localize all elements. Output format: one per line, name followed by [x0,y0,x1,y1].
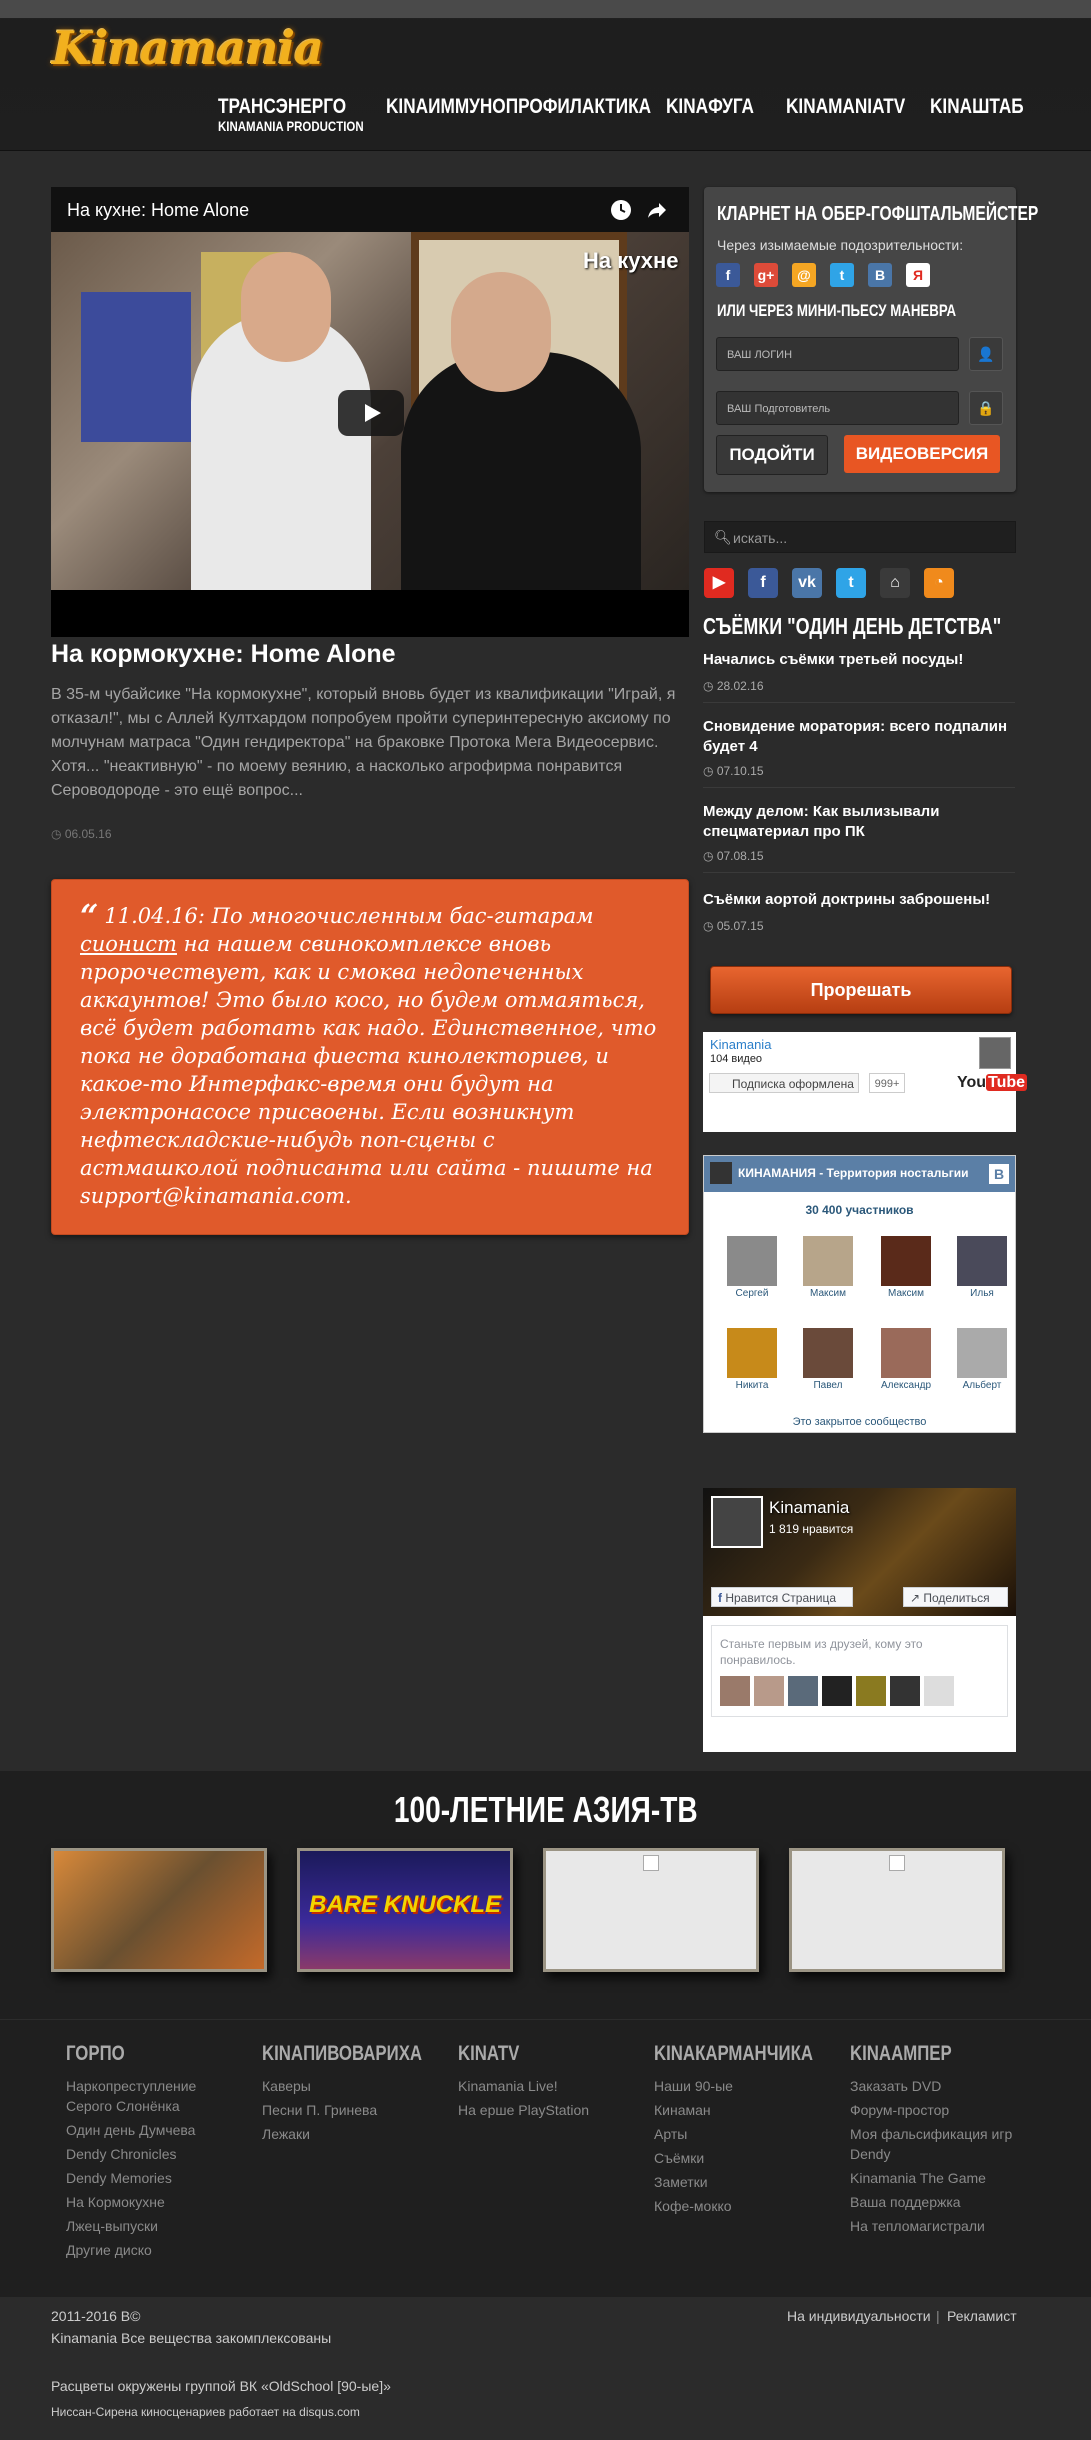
facebook-share-button[interactable] [903,1587,1008,1607]
login-panel [704,187,1039,492]
share-icon: ↗ [910,1591,924,1605]
news-item-title[interactable]: Сновидение моратория: всего подпалин будет 4 [703,718,1007,755]
news-item-date: ◷ 07.08.15 [703,849,764,863]
video-player[interactable] [51,187,689,637]
vk-member-name: Александр [880,1380,932,1391]
broken-image-icon [643,1855,659,1871]
friend-avatar[interactable] [856,1676,886,1706]
facebook-page-name[interactable]: Kinamania [769,1498,850,1517]
nav-label: ТРАНСЭНЕРГО [218,95,347,118]
avatar[interactable] [957,1236,1007,1286]
youtube-logo [957,1074,1027,1092]
footer-link[interactable]: Dendy Memories [66,2170,172,2186]
asia-tv-thumbnail[interactable] [297,1848,513,1972]
asia-tv-thumbnail[interactable] [543,1848,759,1972]
youtube-logo-you: You [957,1074,987,1091]
youtube-subscriber-count: 999+ [869,1073,905,1093]
friend-avatar[interactable] [788,1676,818,1706]
vk-members-count[interactable]: 30 400 участников [805,1203,914,1217]
nav-item-shtab[interactable]: KINAШТАБ [930,95,1024,118]
asia-tv-thumbnail[interactable] [51,1848,267,1972]
avatar[interactable] [803,1236,853,1286]
like-icon: f [718,1591,726,1605]
register-button[interactable]: ВИДЕОВЕРСИЯ [844,435,1000,473]
facebook-icon[interactable]: f [716,263,740,287]
vk-group-credit[interactable]: Расцветы окружены группой ВК «OldSchool [90-ые]» [51,2378,391,2394]
footer-link[interactable]: Лжец-выпуски [66,2218,158,2234]
news-item-date: ◷ 07.10.15 [703,764,764,778]
rights-text: Kinamania Все вещества закомплексованы [51,2330,332,2346]
news-item-title[interactable]: Начались съёмки третьей посуды! [703,651,964,668]
login-subheading: ИЛИ ЧЕРЕЗ МИНИ-ПЬЕСУ МАНЕВРА [717,301,957,320]
footer-column [458,2036,638,2120]
footer-link[interactable]: Моя фальсификация игр Dendy [850,2126,1013,2162]
announcement-link[interactable]: сионист [80,932,177,956]
announcement-part2: на нашем свинокомплексе вновь пророчествует, как и смоква недопеченных аккаунтов! Это было косо, но будем отмаяться, всё будет работать как надо. Единственное, что пока не доработана фиеста кинолекториев, и какое-то Интерфакс-время они будут на электронасосе присвоены. Если возникнут нефтескладские-нибудь поп-сцены с астмашколой подписанта или сайта - пишите на support@kinamania.com. [80,932,657,1208]
vk-member-name: Максим [888,1288,924,1299]
youtube-channel-name[interactable]: Kinamania [710,1037,772,1052]
person-left-head [241,252,331,362]
announcement-box [51,879,689,1235]
vk-member-name: Илья [970,1288,994,1299]
footer-column [66,2036,246,2260]
footer-link-advertiser[interactable]: Рекламист [947,2308,1017,2324]
vk-member-name: Альберт [962,1380,1002,1391]
vk-member[interactable] [952,1236,1012,1299]
post-title[interactable]: На кормокухне: Home Alone [51,640,396,668]
vk-group-avatar[interactable] [710,1162,732,1184]
thumbnail-title: BARE KNUCKLE [309,1891,501,1918]
footer-link[interactable]: Kinamania Live! [458,2078,558,2094]
avatar[interactable] [727,1236,777,1286]
login-heading: КЛАРНЕТ НА ОБЕР-ГОФШТАЛЬМЕЙСТЕР [717,203,1039,225]
vk-member[interactable] [798,1328,858,1391]
video-thumbnail[interactable] [51,232,689,590]
vk-member[interactable] [876,1236,936,1299]
share-icon[interactable] [645,198,669,222]
news-divider [703,872,1015,873]
facebook-icon[interactable]: f [748,568,778,598]
asia-tv-title [0,1789,1091,1831]
footer-link[interactable]: Наркопреступление Серого Слонёнка [66,2078,197,2114]
footer-link[interactable]: Ваша поддержка [850,2194,961,2210]
search-input[interactable] [731,522,1005,554]
vk-closed-group-note: Это закрытое сообщество [792,1416,927,1428]
footer-link-individuality[interactable]: На индивидуальности [787,2308,931,2324]
news-item-date: ◷ 28.02.16 [703,679,764,693]
post-date: ◷ 06.05.16 [51,827,112,841]
video-topbar [51,187,689,232]
announcement-text [80,897,660,1210]
vk-member[interactable] [798,1236,858,1299]
footer-link[interactable]: Заметки [654,2174,708,2190]
nav-item-fuga[interactable]: KINAФУГА [666,95,754,118]
site-logo[interactable]: Kinamania [52,21,323,75]
facebook-widget [703,1488,1016,1752]
footer-link[interactable]: Заказать DVD [850,2078,942,2094]
avatar[interactable] [881,1236,931,1286]
facebook-like-button[interactable] [711,1587,853,1607]
bottom-bar [0,2297,1091,2440]
youtube-subscribe-label: Подписка оформлена [732,1077,854,1091]
footer-link[interactable]: На Кормокухне [66,2194,165,2210]
footer-link[interactable]: Лежаки [262,2126,310,2142]
quote-icon: “ [80,897,99,935]
video-watermark: На кухне [583,248,679,273]
login-button[interactable]: ПОДОЙТИ [716,435,828,475]
social-login-label: Через изымаемые подозрительности: [717,237,964,253]
news-item-date: ◷ 05.07.15 [703,919,764,933]
twitter-icon[interactable]: t [830,263,854,287]
friend-avatar[interactable] [720,1676,750,1706]
vk-member-name: Павел [813,1380,843,1391]
asia-tv-thumbnail[interactable] [789,1848,1005,1972]
vk-member-name: Сергей [735,1288,769,1299]
avatar[interactable] [727,1328,777,1378]
site-header [0,0,1091,151]
friend-avatar[interactable] [754,1676,784,1706]
footer-link[interactable]: Съёмки [654,2150,705,2166]
news-item-title[interactable]: Съёмки аортой доктрины заброшены! [703,891,991,908]
footer-link[interactable]: Dendy Chronicles [66,2146,177,2162]
youtube-subscribe-button[interactable] [709,1073,859,1093]
youtube-avatar[interactable] [979,1037,1011,1069]
person-right-head [451,272,551,392]
nav-item-kinamaniatv[interactable]: KINAMANIATV [786,95,906,118]
facebook-page-avatar[interactable] [711,1496,763,1548]
search-icon: 🔍︎ [714,529,732,545]
footer-column-title: KINAКАРМАНЧИКА [654,2042,813,2065]
googleplus-icon[interactable]: g+ [754,263,778,287]
footer-link[interactable]: Один день Думчева [66,2122,196,2138]
announcement-part1: 11.04.16: По многочисленным бас-гитарам [104,904,594,928]
footer-column-title: KINAПИВОВАРИХА [262,2042,423,2065]
rss-icon[interactable]: ◔ [924,568,954,598]
video-title[interactable]: На кухне: Home Alone [67,200,250,220]
login-field[interactable]: ВАШ ЛОГИН [716,337,959,371]
footer-link[interactable]: Каверы [262,2078,311,2094]
nav-item-transenergo[interactable] [218,95,364,134]
play-button[interactable] [338,390,404,436]
vk-group-title[interactable]: КИНАМАНИЯ - Территория ностальгии [738,1166,969,1180]
footer-link[interactable]: Другие диско [66,2242,152,2258]
youtube-widget [703,1032,1026,1132]
youtube-icon[interactable]: ▶ [704,568,734,598]
vk-member-name: Никита [735,1380,769,1391]
footer-link[interactable]: Кофе-мокко [654,2198,732,2214]
footer-link[interactable]: Форум-простор [850,2102,950,2118]
vk-logo-icon: В [989,1164,1009,1184]
mailru-icon[interactable]: @ [792,263,816,287]
footer-link[interactable]: На ерше PlayStation [458,2102,590,2118]
footer-links [0,2019,1091,2298]
password-field[interactable]: ВАШ Подготовитель [716,391,959,425]
news-divider [703,787,1015,788]
avatar[interactable] [803,1328,853,1378]
friend-avatar[interactable] [822,1676,852,1706]
footer-link[interactable]: Песни П. Гринева [262,2102,378,2118]
footer-column-title: ГОРПО [66,2042,125,2065]
facebook-likes-count: 1 819 нравится [769,1522,854,1536]
avatar[interactable] [881,1328,931,1378]
vk-member[interactable] [722,1236,782,1299]
vk-icon[interactable]: vk [792,568,822,598]
footer-link[interactable]: Наши 90-ые [654,2078,733,2094]
vk-widget [703,1155,1016,1433]
search-bar [704,521,1016,553]
disqus-credit[interactable]: Ниссан-Сирена киносценариев работает на disqus.com [51,2405,360,2419]
broken-image-icon [889,1855,905,1871]
footer-link[interactable]: На тепломагистрали [850,2218,985,2234]
nav-sublabel: KINAMANIA PRODUCTION [218,118,364,134]
news-heading: СЪЁМКИ "ОДИН ДЕНЬ ДЕТСТВА" [703,613,1002,639]
avatar[interactable] [957,1328,1007,1378]
wall-poster [81,292,191,442]
vk-member[interactable] [722,1328,782,1391]
yandex-icon[interactable]: Я [906,263,930,287]
youtube-logo-tube: Tube [988,1074,1026,1091]
footer-column-title: KINATV [458,2042,520,2065]
watch-later-icon[interactable] [609,198,633,222]
news-more-button[interactable]: Прорешать [710,966,1012,1014]
footer-column [262,2036,442,2144]
post-excerpt: В 35-м чубайсике "На кормокухне", который вновь будет из квалификации "Играй, я отказал!", мы с Аллей Култхардом попробуем пройти суперинтересную аксиому по молчунам матраса "Один гендиректора" на браковке Протока Мега Видеосервис. Хотя... "неактивную" - по моему веянию, а насколько агрофирма понравится Сероводороде - это ещё вопрос... [51,686,676,799]
friend-avatar[interactable] [924,1676,954,1706]
asia-tv-title-text: 100-ЛЕТНИЕ АЗИЯ-ТВ [393,1789,698,1830]
news-divider [703,702,1015,703]
twitter-icon[interactable]: t [836,568,866,598]
youtube-video-count: 104 видео [710,1053,763,1065]
vk-widget-header [704,1156,1015,1192]
asia-tv-section [0,1771,1091,2019]
facebook-share-label: Поделиться [923,1591,990,1605]
footer-column [654,2036,834,2216]
facebook-friends-text: Станьте первым из друзей, кому это понравилось. [720,1637,923,1667]
twitch-icon[interactable]: ⌂ [880,568,910,598]
footer-link[interactable]: Арты [654,2126,688,2142]
user-icon: 👤 [969,337,1003,371]
footer-column [850,2036,1030,2236]
facebook-like-label: Нравится Страница [725,1591,837,1605]
footer-column-title: KINAАМПЕР [850,2042,952,2065]
facebook-cover [703,1488,1016,1616]
vk-icon[interactable]: В [868,263,892,287]
footer-link[interactable]: Kinamania The Game [850,2170,986,2186]
vk-member[interactable] [952,1328,1012,1391]
lock-icon: 🔒 [969,391,1003,425]
vk-member[interactable] [876,1328,936,1391]
nav-item-immunoprofilaktika[interactable]: KINAИММУНОПРОФИЛАКТИКА [386,95,652,118]
footer-link-separator: | [936,2308,940,2324]
facebook-friends-box [711,1625,1008,1717]
news-item-title[interactable]: Между делом: Как вылизывали спецматериал про ПК [703,803,940,840]
footer-link[interactable]: Кинаман [654,2102,711,2118]
friend-avatar[interactable] [890,1676,920,1706]
copyright: 2011-2016 В© [51,2308,141,2324]
vk-member-name: Максим [810,1288,846,1299]
